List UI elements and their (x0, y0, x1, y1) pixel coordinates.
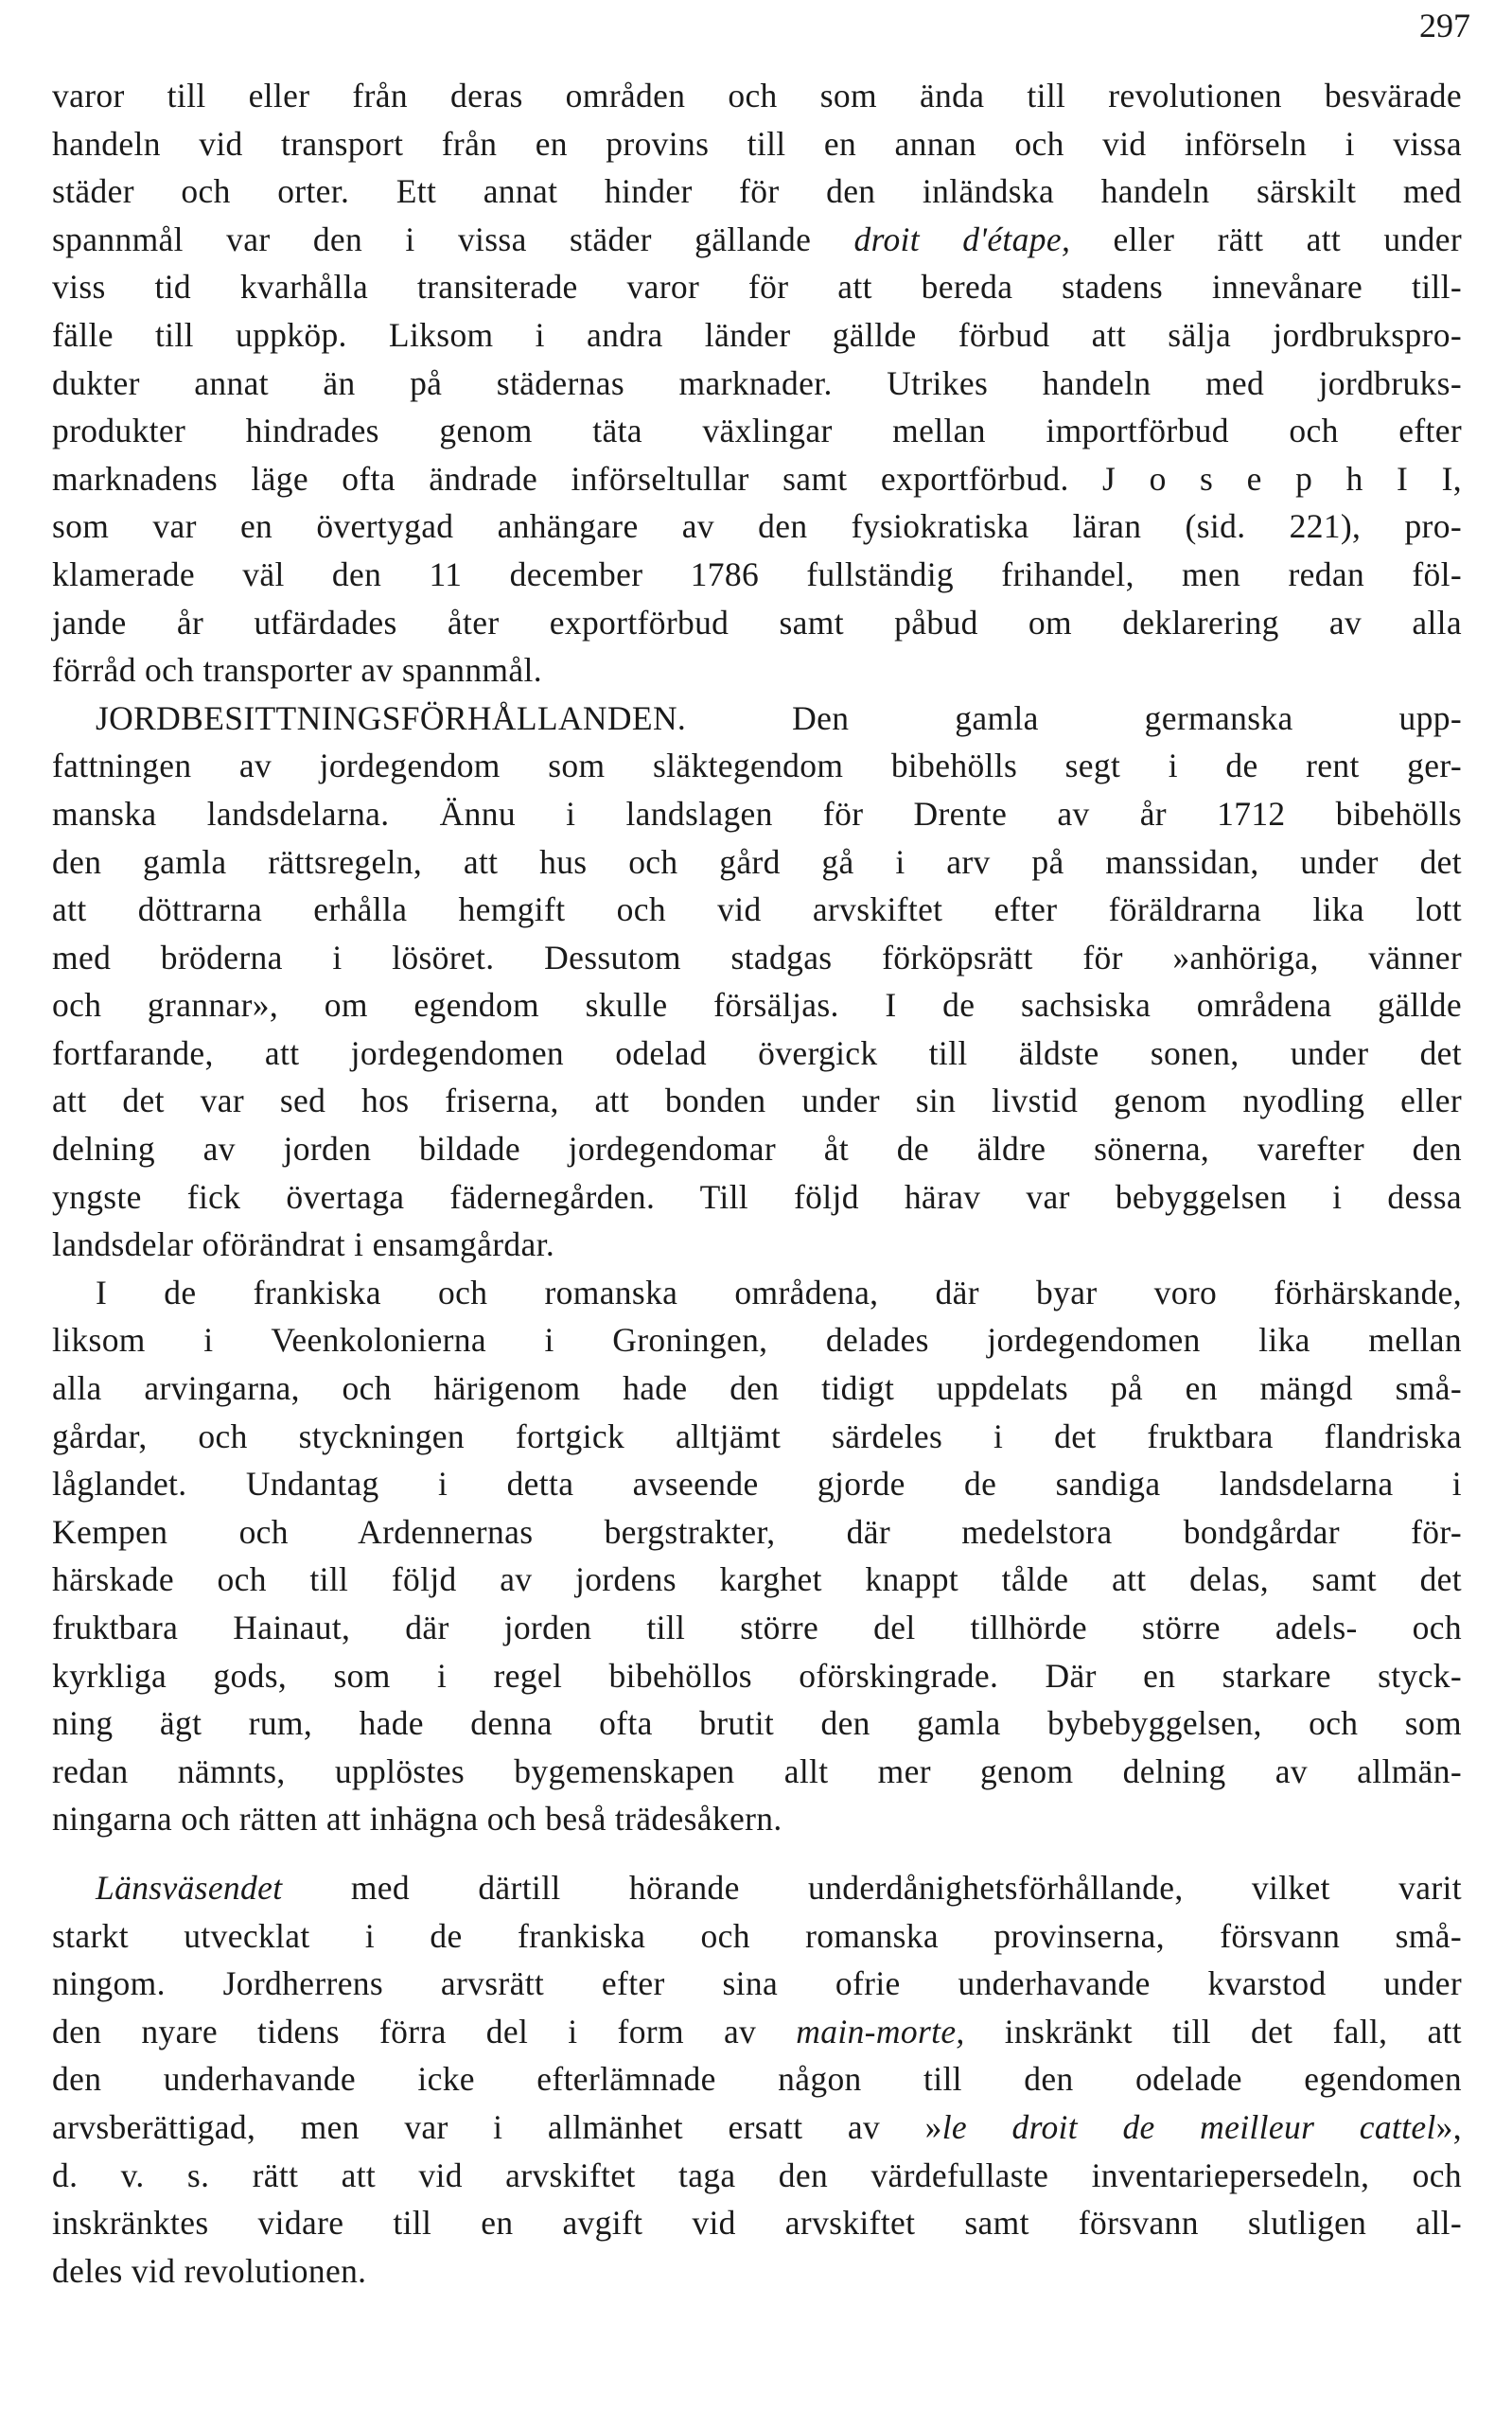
text-line: arvsberättigad, men var i allmänhet ersatt av »le droit de meilleur cattel», (52, 2107, 1462, 2146)
text-line: klamerade väl den 11 december 1786 fullständig frihandel, men redan föl- (52, 554, 1462, 593)
text-line: jande år utfärdades åter exportförbud samt påbud om deklarering av alla (52, 603, 1462, 642)
text-line: deles vid revolutionen. (52, 2251, 367, 2290)
italic-term: Länsväsendet (96, 1868, 283, 1907)
body-text (52, 72, 1462, 2295)
text-line: att det var sed hos friserna, att bonden under sin livstid genom nyodling eller (52, 1082, 1462, 1120)
text-line: starkt utvecklat i de frankiska och romanska provinserna, försvann små- (52, 1916, 1462, 1955)
text-line: fruktbara Hainaut, där jorden till större del tillhörde större adels- och (52, 1609, 1462, 1646)
text-line: gårdar, och styckningen fortgick alltjämt särdeles i det fruktbara flandriska (52, 1417, 1462, 1455)
text-line: inskränktes vidare till en avgift vid arvskiftet samt försvann slutligen all- (52, 2204, 1462, 2243)
italic-term: droit d'étape, (853, 220, 1071, 258)
text-line: låglandet. Undantag i detta avseende gjorde de sandiga landsdelarna i (52, 1465, 1462, 1504)
text-line: Länsväsendet med därtill hörande underdånighetsförhållande, vilket varit (96, 1868, 1462, 1907)
text-line: delning av jorden bildade jordegendomar åt de äldre sönerna, varefter den (52, 1130, 1462, 1169)
text-line: spannmål var den i vissa städer gällande droit d'étape, eller rätt att under (52, 220, 1462, 258)
text-line: kyrkliga gods, som i regel bibehöllos oförskingrade. Där en starkare styck- (52, 1656, 1462, 1695)
text-line: att döttrarna erhålla hemgift och vid arvskiftet efter föräldrarna lika lott (52, 890, 1462, 929)
text-line: manska landsdelarna. Ännu i landslagen för Drente av år 1712 bibehölls (52, 794, 1462, 833)
text-line: d. v. s. rätt att vid arvskiftet taga den värdefullaste inventariepersedeln, och (52, 2156, 1462, 2194)
text-line: redan nämnts, upplöstes bygemenskapen allt mer genom delning av allmän- (52, 1751, 1462, 1790)
text-line: alla arvingarna, och härigenom hade den tidigt uppdelats på en mängd små- (52, 1369, 1462, 1408)
text-line: Kempen och Ardennernas bergstrakter, där medelstora bondgårdar för- (52, 1512, 1462, 1551)
text-line: produkter hindrades genom täta växlingar mellan importförbud och efter (52, 412, 1462, 450)
text-line: med bröderna i lösöret. Dessutom stadgas förköpsrätt för »anhöriga, vänner (52, 938, 1462, 977)
text-line: dukter annat än på städernas marknader. Utrikes handeln med jordbruks- (52, 363, 1462, 402)
section-heading-line: JORDBESITTNINGSFÖRHÅLLANDEN. Den gamla germanska upp- (96, 698, 1462, 737)
text-line: handeln vid transport från en provins till en annan och vid införseln i vissa (52, 124, 1462, 163)
italic-term: main-morte, (796, 2012, 965, 2050)
text-line: och grannar», om egendom skulle försäljas. I de sachsiska områdena gällde (52, 986, 1462, 1025)
text-line: den gamla rättsregeln, att hus och gård gå i arv på manssidan, under det (52, 842, 1462, 881)
text-line: som var en övertygad anhängare av den fysiokratiska läran (sid. 221), pro- (52, 507, 1462, 546)
text-line: den nyare tidens förra del i form av main-morte, inskränkt till det fall, att (52, 2012, 1462, 2050)
text-line: städer och orter. Ett annat hinder för den inländska handeln särskilt med (52, 172, 1462, 211)
text-line: förråd och transporter av spannmål. (52, 651, 542, 690)
text-line: viss tid kvarhålla transiterade varor för att bereda stadens innevånare till- (52, 268, 1462, 307)
italic-term: le droit de meilleur cattel (941, 2107, 1436, 2146)
text-line: fortfarande, att jordegendomen odelad övergick till äldste sonen, under det (52, 1033, 1462, 1072)
text-line: liksom i Veenkolonierna i Groningen, delades jordegendomen lika mellan (52, 1321, 1462, 1360)
text-line: yngste fick övertaga fädernegården. Till följd härav var bebyggelsen i dessa (52, 1177, 1462, 1216)
text-line: varor till eller från deras områden och som ända till revolutionen besvärade (52, 77, 1462, 114)
text-line: ningom. Jordherrens arvsrätt efter sina ofrie underhavande kvarstod under (52, 1964, 1462, 2003)
text-line: ningarna och rätten att inhägna och beså trädesåkern. (52, 1800, 782, 1839)
text-line: I de frankiska och romanska områdena, där byar voro förhärskande, (96, 1273, 1462, 1311)
text-line: landsdelar oförändrat i ensamgårdar. (52, 1225, 555, 1264)
text-line: marknadens läge ofta ändrade införseltullar samt exportförbud. J o s e p h I I, (52, 459, 1462, 498)
text-line: den underhavande icke efterlämnade någon till den odelade egendomen (52, 2060, 1462, 2099)
text-line: fattningen av jordegendom som släktegendom bibehölls segt i de rent ger- (52, 747, 1462, 785)
text-line: härskade och till följd av jordens karghet knappt tålde att delas, samt det (52, 1560, 1462, 1599)
page-number: 297 (1419, 7, 1470, 44)
text-line: fälle till uppköp. Liksom i andra länder gällde förbud att sälja jordbrukspro- (52, 315, 1462, 354)
text-line: ning ägt rum, hade denna ofta brutit den gamla bybebyggelsen, och som (52, 1704, 1462, 1743)
